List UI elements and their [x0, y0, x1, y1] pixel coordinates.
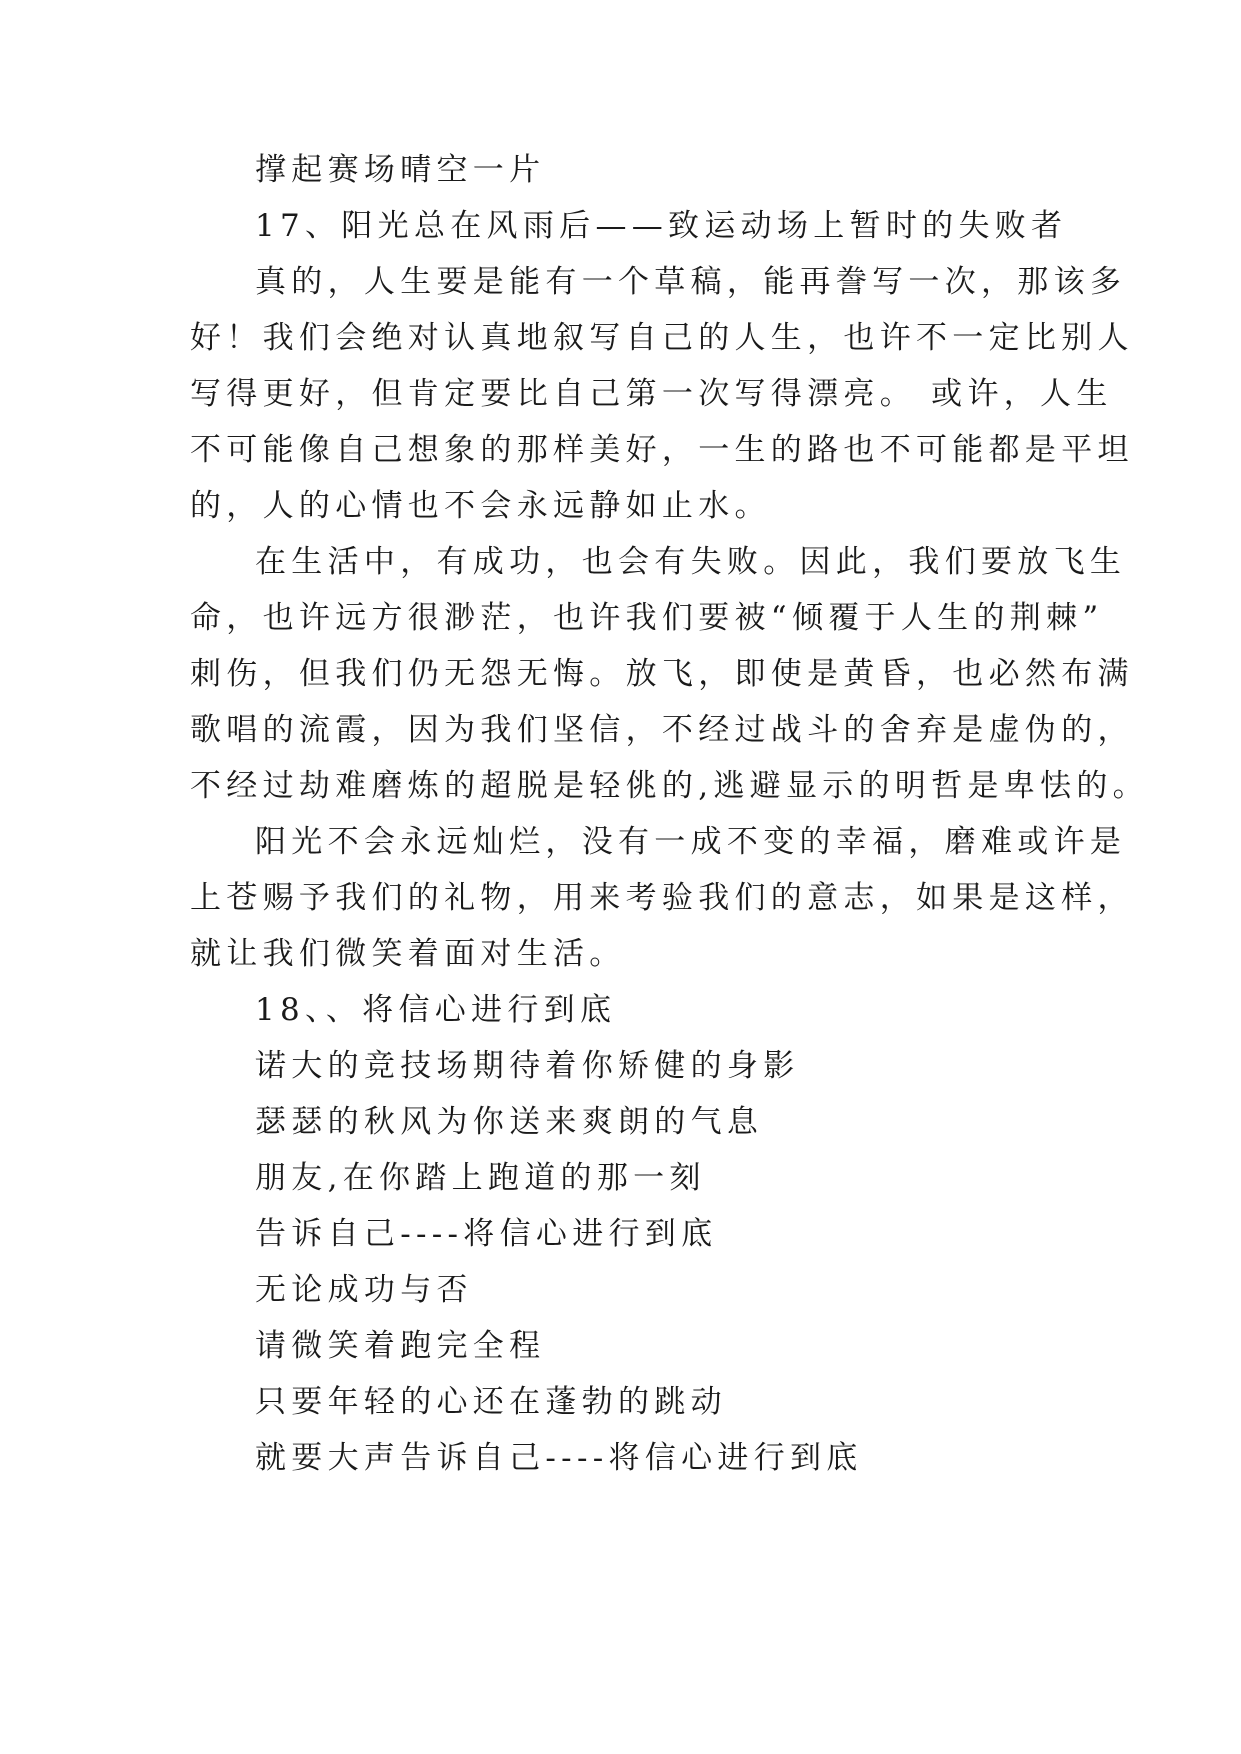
section-heading-18: 18、、将信心进行到底	[255, 992, 617, 1028]
paragraph-line: 写得更好，但肯定要比自己第一次写得漂亮。 或许，人生	[190, 376, 1113, 412]
section-heading-17: 17、阳光总在风雨后——致运动场上暂时的失败者	[255, 208, 1068, 244]
poem-line: 告诉自己----将信心进行到底	[255, 1216, 718, 1252]
paragraph-line: 在生活中，有成功，也会有失败。因此，我们要放飞生	[255, 544, 1127, 580]
paragraph-line: 的，人的心情也不会永远静如止水。	[190, 488, 771, 524]
paragraph-line: 真的，人生要是能有一个草稿，能再誊写一次，那该多	[255, 264, 1127, 300]
poem-line: 撑起赛场晴空一片	[255, 152, 546, 188]
paragraph-line: 刺伤，但我们仍无怨无悔。放飞，即使是黄昏，也必然布满	[190, 656, 1134, 692]
paragraph-line: 上苍赐予我们的礼物，用来考验我们的意志，如果是这样，	[190, 880, 1134, 916]
poem-line: 请微笑着跑完全程	[255, 1328, 546, 1364]
paragraph-line: 好！我们会绝对认真地叙写自己的人生，也许不一定比别人	[190, 320, 1134, 356]
poem-line: 瑟瑟的秋风为你送来爽朗的气息	[255, 1104, 764, 1140]
paragraph-line: 就让我们微笑着面对生活。	[190, 936, 626, 972]
paragraph-line: 命，也许远方很渺茫，也许我们要被“倾覆于人生的荆棘”	[190, 600, 1104, 636]
paragraph-line: 歌唱的流霞，因为我们坚信，不经过战斗的舍弃是虚伪的，	[190, 712, 1134, 748]
poem-line: 就要大声告诉自己----将信心进行到底	[255, 1440, 863, 1476]
paragraph-line: 阳光不会永远灿烂，没有一成不变的幸福，磨难或许是	[255, 824, 1127, 860]
poem-line: 只要年轻的心还在蓬勃的跳动	[255, 1384, 727, 1420]
poem-line: 朋友,在你踏上跑道的那一刻	[255, 1160, 706, 1196]
poem-line: 无论成功与否	[255, 1272, 473, 1308]
paragraph-line: 不经过劫难磨炼的超脱是轻佻的,逃避显示的明哲是卑怯的。	[190, 768, 1149, 804]
poem-line: 诺大的竞技场期待着你矫健的身影	[255, 1048, 800, 1084]
paragraph-line: 不可能像自己想象的那样美好，一生的路也不可能都是平坦	[190, 432, 1134, 468]
